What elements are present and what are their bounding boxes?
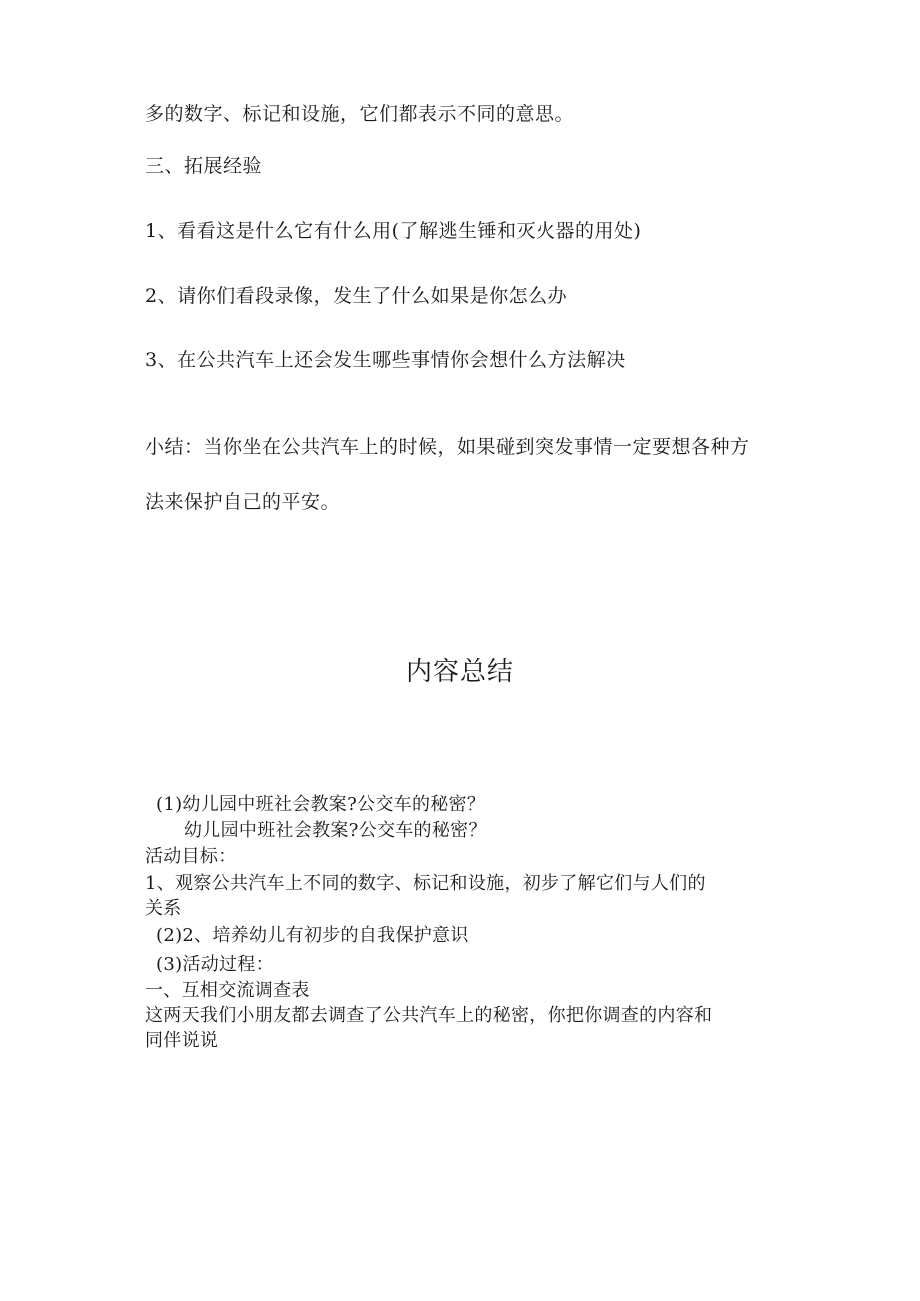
summary-line: 小结：当你坐在公共汽车上的时候，如果碰到突发事情一定要想各种方 [145,436,750,458]
summary-item: (2)2、培养幼儿有初步的自我保护意识 [156,925,469,946]
summary-text: 同伴说说 [145,1030,219,1051]
summary-item: (1)幼儿园中班社会教案?公交车的秘密？ [156,794,486,815]
summary-label: 活动目标： [145,846,237,867]
summary-text: 1、观察公共汽车上不同的数字、标记和设施，初步了解它们与人们的 [145,873,706,894]
paragraph-line: 多的数字、标记和设施，它们都表示不同的意思。 [145,103,575,125]
summary-title: 内容总结 [405,657,514,687]
list-item: 2、请你们看段录像，发生了什么如果是你怎么办 [145,285,568,307]
summary-text: 关系 [145,898,182,919]
list-item: 1、看看这是什么它有什么用(了解逃生锤和灭火器的用处) [145,220,642,242]
list-item: 3、在公共汽车上还会发生哪些事情你会想什么方法解决 [145,349,626,371]
summary-subtitle: 幼儿园中班社会教案?公交车的秘密？ [184,820,487,841]
summary-text: 这两天我们小朋友都去调查了公共汽车上的秘密，你把你调查的内容和 [145,1005,713,1026]
section-heading: 三、拓展经验 [145,155,263,177]
summary-item: (3)活动过程： [156,954,274,975]
summary-line: 法来保护自己的平安。 [145,491,341,513]
summary-label: 一、互相交流调查表 [145,980,310,1001]
